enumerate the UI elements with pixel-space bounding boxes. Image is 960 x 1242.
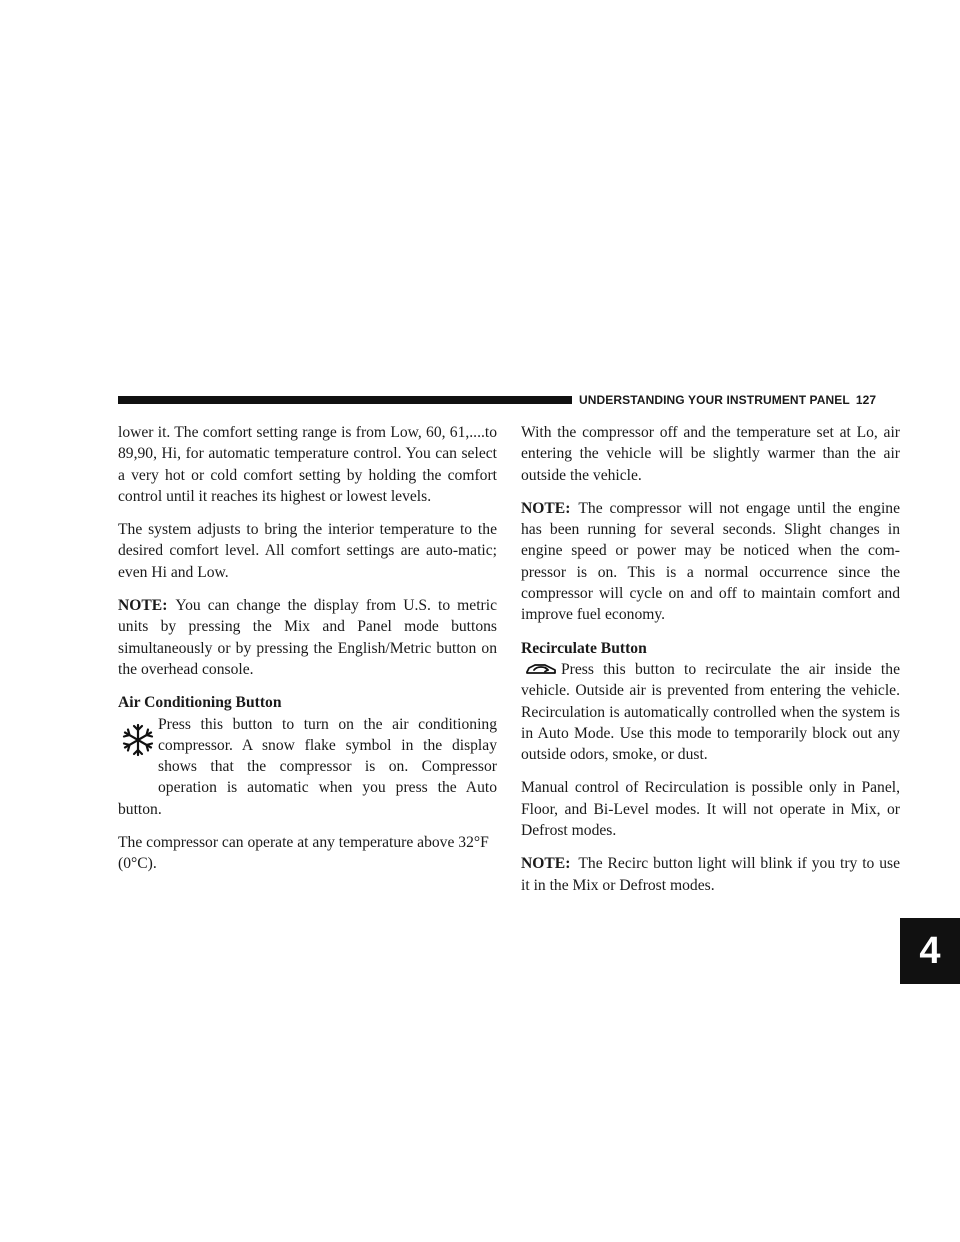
paragraph: Manual control of Recirculation is possible only in Panel, Floor, and Bi-Level modes. It will not operate in Mix, or Defrost modes.: [521, 779, 900, 840]
paragraph: With the compressor off and the temperature set at Lo, air entering the vehicle will be slightly warmer than the air outside the vehicle.: [521, 424, 900, 484]
paragraph: The system adjusts to bring the interior temperature to the desired comfort level. All comfort settings are auto-matic; even Hi and Low.: [118, 521, 497, 581]
section-heading-recirculate: Recirculate Button: [521, 639, 647, 657]
note: [118, 595, 497, 680]
recirculation-car-icon: [521, 659, 561, 679]
header-rule: [118, 396, 572, 404]
note-label: NOTE:: [521, 499, 571, 517]
air-conditioning-paragraph: [118, 714, 497, 820]
note-label: NOTE:: [118, 597, 168, 615]
right-column: [521, 422, 900, 908]
paragraph: The compressor can operate at any temperature above 32°F (0°C).: [118, 834, 489, 873]
note-text: The compressor will not engage until the engine has been running for several seconds. Slight changes in engine speed or power may be noticed when the com-pressor is on. This is a normal occurrence since the compressor will cycle on and off to maintain comfort and improve fuel economy.: [521, 499, 900, 624]
note-text: The Recirc button light will blink if you try to use it in the Mix or Defrost modes.: [521, 855, 900, 894]
recirculate-paragraph: [521, 659, 900, 765]
note-text: You can change the display from U.S. to metric units by pressing the Mix and Panel mode buttons simultaneously or by pressing the English/Metric button on the overhead console.: [118, 597, 497, 678]
note: [521, 498, 900, 626]
paragraph: Press this button to turn on the air conditioning compressor. A snow flake symbol in the display shows that the compressor is on. Compressor operation is automatic when you press the Auto button.: [118, 715, 497, 818]
chapter-tab: 4: [900, 918, 960, 984]
paragraph: lower it. The comfort setting range is from Low, 60, 61,....to 89,90, Hi, for automatic temperature control. You can select a very hot or cold comfort setting by holding the comfort control until it reaches its highest or lowest levels.: [118, 424, 497, 505]
running-header: [579, 391, 899, 409]
paragraph: Press this button to recirculate the air inside the vehicle. Outside air is prevented from entering the vehicle. Recirculation is automatically controlled when the system is in Auto Mode. Use this mode to temporarily block out any outside odors, smoke, or dust.: [521, 660, 900, 764]
page-number: 127: [855, 393, 877, 407]
left-column: [118, 422, 497, 887]
snowflake-icon: [118, 714, 158, 778]
note-label: NOTE:: [521, 855, 571, 873]
section-heading-air-conditioning: Air Conditioning Button: [118, 694, 282, 712]
running-title: UNDERSTANDING YOUR INSTRUMENT PANEL: [579, 393, 850, 407]
note: [521, 853, 900, 896]
